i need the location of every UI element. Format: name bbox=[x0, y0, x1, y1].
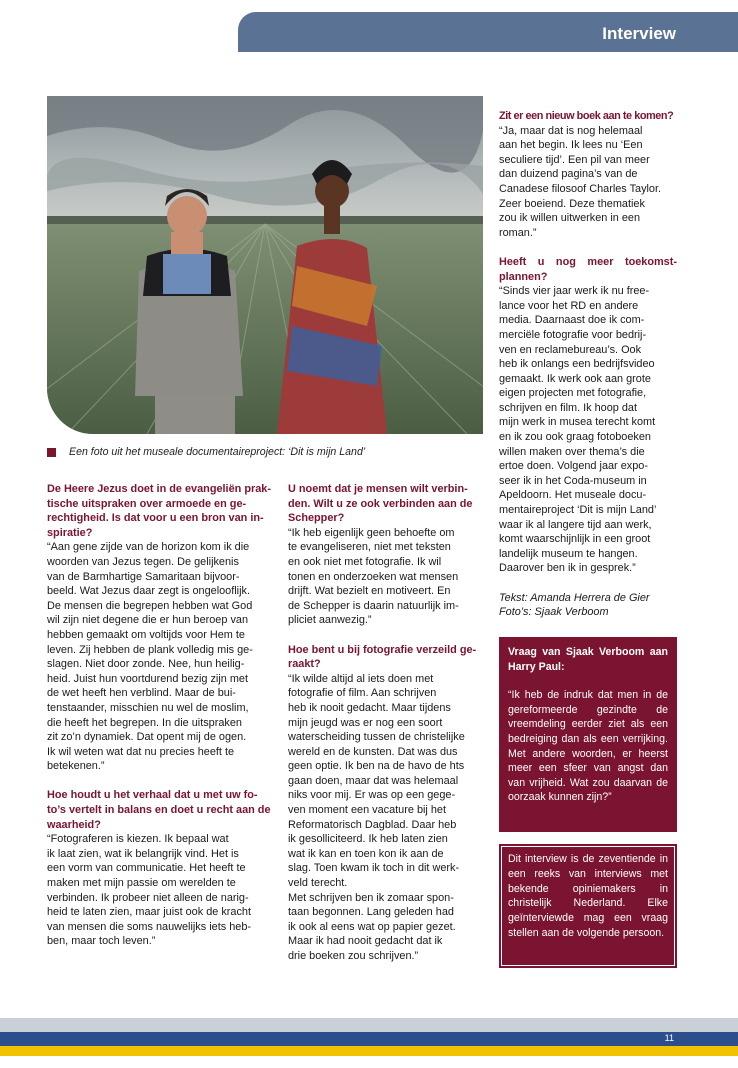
answer-line: heid. Juist hun voortdurend bezig zijn met bbox=[47, 672, 248, 685]
article-column-1 bbox=[47, 482, 273, 949]
answer-line: Ik wil weten wat dat nu precies heeft te bbox=[47, 745, 235, 758]
answer-line: roman.” bbox=[499, 226, 537, 239]
answer-line: gemaakt. Ik werk ook aan grote bbox=[499, 372, 651, 385]
question-line: den. Wilt u ze ook verbinden aan de bbox=[288, 497, 473, 510]
answer-text bbox=[47, 832, 273, 949]
answer-line: heb ik nooit gedacht. Maar tijdens bbox=[288, 701, 451, 714]
answer-line: niks voor mij. Er was op een gege- bbox=[288, 789, 456, 802]
answer-line: ik ook al eens wat op papier gezet. bbox=[288, 920, 456, 933]
answer-line: waterscheiding tussen de christelijke bbox=[288, 731, 465, 744]
question-line: to’s vertelt in balans en doet u recht aan de bbox=[47, 804, 271, 817]
question-line: plannen? bbox=[499, 270, 548, 283]
answer-line: hebben gemaakt om voltijds voor Hem te bbox=[47, 628, 245, 641]
info-box bbox=[499, 844, 677, 968]
answer-line: heid te laten zien, maar juist ook de kracht bbox=[47, 906, 252, 919]
caption-bullet bbox=[47, 448, 56, 457]
answer-line: schrijven en film. Ik hoop dat bbox=[499, 401, 638, 414]
answer-text bbox=[499, 124, 677, 241]
answer-line: fotografie of film. Aan schrijven bbox=[288, 687, 437, 700]
paragraph-gap bbox=[499, 576, 677, 591]
question-line: tische uitspraken over armoede en ge- bbox=[47, 497, 247, 510]
question-line: Hoe houdt u het verhaal dat u met uw fo- bbox=[47, 789, 258, 802]
answer-line: verbinden. Ik probeer niet alleen de narig- bbox=[47, 891, 249, 904]
answer-line: te evangeliseren, niet met teksten bbox=[288, 541, 451, 554]
answer-line: ertoe doen. Volgend jaar expo- bbox=[499, 460, 648, 473]
caption-text: Een foto uit het museale documentaireproject: ‘Dit is mijn Land’ bbox=[69, 446, 366, 458]
answer-line: tonen en onderzoeken wat mensen bbox=[288, 570, 459, 583]
answer-line: drijft. Wat bezielt en motiveert. En bbox=[288, 585, 451, 598]
article-column-2 bbox=[288, 482, 484, 964]
paragraph-gap bbox=[499, 240, 677, 255]
answer-line: komt waarschijnlijk in een groot bbox=[499, 533, 651, 546]
question-heading bbox=[288, 482, 484, 526]
answer-line: “Ik heb eigenlijk geen behoefte om bbox=[288, 526, 455, 539]
answer-line: Reformatorisch Dagblad. Daar heb bbox=[288, 818, 457, 831]
footer-stripe-yellow bbox=[0, 1046, 738, 1056]
question-heading bbox=[499, 255, 677, 284]
answer-line: mentaireproject ‘Dit is mijn Land’ bbox=[499, 504, 657, 517]
credits-text: Tekst: Amanda Herrera de Gier bbox=[499, 591, 650, 604]
answer-line: “Ja, maar dat is nog helemaal bbox=[499, 124, 643, 137]
answer-line: die heeft het begrepen. In die uitspraken bbox=[47, 716, 242, 729]
answer-line: ven en reclamebureau’s. Ook bbox=[499, 343, 642, 356]
answer-line: ik laat zien, wat ik belangrijk vind. Het is bbox=[47, 847, 239, 860]
credits-photo: Foto’s: Sjaak Verboom bbox=[499, 606, 609, 619]
answer-text bbox=[288, 672, 484, 964]
field-portrait-illustration bbox=[47, 96, 483, 434]
paragraph-gap bbox=[288, 628, 484, 643]
answer-line: “Sinds vier jaar werk ik nu free- bbox=[499, 285, 650, 298]
answer-line: dan duizend pagina’s van de bbox=[499, 168, 638, 181]
answer-line: de Schepper is daarin natuurlijk im- bbox=[288, 599, 459, 612]
answer-line: Met schrijven ben ik zomaar spon- bbox=[288, 891, 454, 904]
answer-line: een vorm van communicatie. Het heeft te bbox=[47, 862, 246, 875]
answer-line: en ook niet met fotografie. Ik wil bbox=[288, 555, 442, 568]
answer-line: willen maken over thema’s die bbox=[499, 445, 645, 458]
answer-line: de wet heeft hen verblind. Maar de bui- bbox=[47, 687, 236, 700]
answer-line: pliciet aanwezig.” bbox=[288, 614, 372, 627]
answer-line: Maar ik had nooit gedacht dat ik bbox=[288, 935, 443, 948]
question-line: U noemt dat je mensen wilt verbin- bbox=[288, 483, 468, 495]
question-heading bbox=[499, 109, 677, 124]
answer-line: gaan doen, maar dat was helemaal bbox=[288, 774, 459, 787]
answer-line: wat ik kan en toen kon ik aan de bbox=[288, 847, 444, 860]
answer-line: Zeer boeiend. Deze thematiek bbox=[499, 197, 645, 210]
answer-line: slagen. Niet door zonde. Nee, hun heilig- bbox=[47, 658, 245, 671]
question-line: Schepper? bbox=[288, 512, 345, 525]
answer-line: slag. Toen kwam ik toch in dit werk- bbox=[288, 862, 460, 875]
answer-line: merciële fotografie voor bedrij- bbox=[499, 328, 647, 341]
info-box-text: Dit interview is de zeventiende in een reeks van interviews met bekende opiniemakers in christelijk Nederland. Elke geïnterviewde mag een vraag stellen aan de volgende persoon. bbox=[508, 853, 668, 939]
answer-line: van de Barmhartige Samaritaan bijvoor- bbox=[47, 570, 240, 583]
answer-line: seculiere tijd’. Een pil van meer bbox=[499, 153, 650, 166]
answer-line: ven moment een vacature bij het bbox=[288, 804, 447, 817]
answer-line: Canadese filosoof Charles Taylor. bbox=[499, 182, 662, 195]
answer-line: beeld. Wat Jezus daar zegt is ongelooflijk. bbox=[47, 585, 250, 598]
question-line: rechtigheid. Is dat voor u een bron van in- bbox=[47, 512, 264, 525]
answer-line: “Aan gene zijde van de horizon kom ik die bbox=[47, 541, 250, 554]
question-line: waarheid? bbox=[47, 818, 101, 831]
answer-line: eigen projecten met fotografie, bbox=[499, 387, 647, 400]
answer-line: De mensen die begrepen hebben wat God bbox=[47, 599, 253, 612]
answer-line: “Ik wilde altijd al iets doen met bbox=[288, 672, 434, 685]
question-line: De Heere Jezus doet in de evangeliën prak- bbox=[47, 483, 271, 495]
answer-text bbox=[288, 526, 484, 628]
answer-line: ben, maar toch leven.” bbox=[47, 935, 156, 948]
answer-line: Daarover ben ik in gesprek.” bbox=[499, 562, 636, 575]
answer-line: aan het begin. Ik lees nu ‘Een bbox=[499, 139, 643, 152]
question-line: Hoe bent u bij fotografie verzeild ge- bbox=[288, 643, 477, 656]
answer-line: heb ik onlangs een bedrijfsvideo bbox=[499, 358, 655, 371]
footer-stripe-grey bbox=[0, 1018, 738, 1032]
answer-line: “Fotograferen is kiezen. Ik bepaal wat bbox=[47, 833, 229, 846]
question-line: Zit er een nieuw boek aan te komen? bbox=[499, 110, 674, 122]
question-line: raakt? bbox=[288, 658, 321, 671]
question-line: Heeft u nog meer toekomst- bbox=[499, 255, 677, 268]
answer-line: woorden van Jezus tegen. De gelijkenis bbox=[47, 555, 239, 568]
answer-text bbox=[499, 284, 677, 576]
answer-line: van mensen die soms nauwelijks iets heb- bbox=[47, 920, 251, 933]
photo-caption bbox=[47, 444, 487, 460]
question-heading bbox=[288, 643, 484, 672]
section-title: Interview bbox=[602, 24, 676, 43]
answer-line: zou ik willen uitwerken in een bbox=[499, 212, 641, 225]
answer-text bbox=[47, 540, 273, 774]
answer-line: drie boeken zou schrijven.” bbox=[288, 950, 419, 962]
answer-line: geen optie. Ik ben na de havo de hts bbox=[288, 760, 465, 773]
answer-line: mijn werk in musea terecht komt bbox=[499, 416, 656, 429]
answer-line: lance voor het RD en andere bbox=[499, 299, 639, 312]
page-number: 11 bbox=[664, 1033, 674, 1043]
answer-line: media. Daarnaast doe ik com- bbox=[499, 314, 645, 327]
answer-line: ik gesolliciteerd. Ik heb laten zien bbox=[288, 833, 448, 846]
answer-line: taan begonnen. Lang geleden had bbox=[288, 906, 454, 919]
answer-line: leven. Zij hebben de plank volledig mis ge- bbox=[47, 643, 253, 656]
answer-line: landelijk museum te hangen. bbox=[499, 547, 638, 560]
question-heading bbox=[47, 482, 273, 540]
question-line: spiratie? bbox=[47, 526, 93, 539]
article-column-3 bbox=[499, 109, 677, 620]
question-box-title: Vraag van Sjaak Verboom aan Harry Paul: bbox=[508, 646, 668, 673]
footer-stripe-blue bbox=[0, 1032, 738, 1046]
answer-line: zit zo’n dynamiek. Dat opent mij de ogen. bbox=[47, 731, 247, 744]
answer-line: betekenen.” bbox=[47, 760, 105, 773]
answer-line: en ik zou ook graag fotoboeken bbox=[499, 431, 651, 444]
answer-line: veld terecht. bbox=[288, 877, 348, 890]
answer-line: mijn jeugd was er nog een soort bbox=[288, 716, 443, 729]
answer-line: waar ik al langere tijd aan werk, bbox=[499, 518, 652, 531]
answer-line: Apeldoorn. Het museale docu- bbox=[499, 489, 647, 502]
question-box-quote: “Ik heb de indruk dat men in de gereformeerde gezindte de vreemdeling eerder ziet als een bedreiging dan als een verrijking. Met andere woorden, er heerst meer een sfeer van angst dan van vrijheid. Wat zou daarvan de oorzaak kunnen zijn?” bbox=[508, 689, 668, 804]
answer-line: seer ik in het Coda-museum in bbox=[499, 474, 647, 487]
answer-line: tenstaander, misschien nu wel de moslim, bbox=[47, 701, 249, 714]
question-heading bbox=[47, 788, 273, 832]
question-box bbox=[499, 637, 677, 832]
paragraph-gap bbox=[47, 774, 273, 789]
answer-line: wil zijn niet degene die er hun beroep van bbox=[47, 614, 249, 627]
article-photo bbox=[47, 96, 483, 434]
answer-line: wereld en de kunsten. Dat was dus bbox=[288, 745, 458, 758]
answer-line: maken met mijn passie om werelden te bbox=[47, 877, 236, 890]
